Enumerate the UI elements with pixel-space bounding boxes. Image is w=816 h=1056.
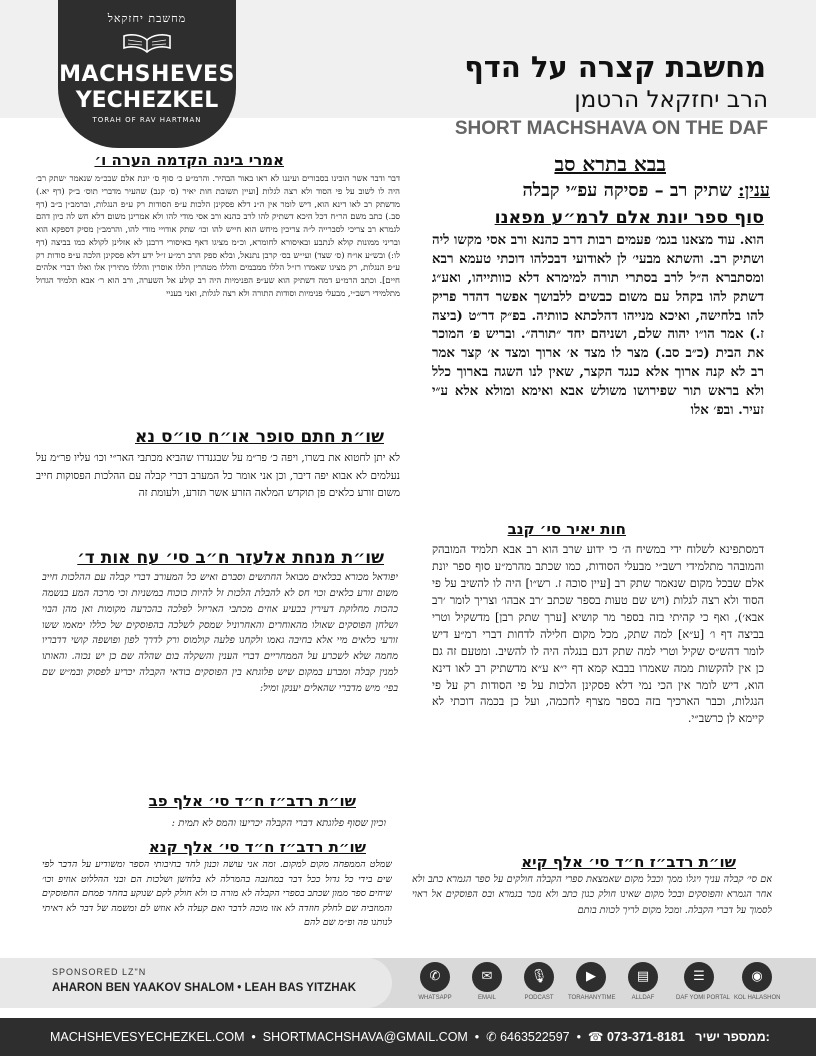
open-book-icon	[122, 30, 172, 56]
daf-yomi-portal-icon: ☰	[684, 962, 714, 992]
right-heading-3: שו״ת רדב״ז ח״ד סי׳ אלף קיא	[521, 853, 736, 871]
page-title-english: SHORT MACHSHAVA ON THE DAF	[454, 118, 768, 139]
whatsapp-label: WHATSAPP	[418, 995, 452, 1001]
podcast-icon: 🎙	[524, 962, 554, 992]
contact-line: MACHSHEVESYECHEZKEL.COM • SHORTMACHSHAVA@GMAIL.COM • ✆ 6463522597 • ☎ 073-371-8181 ממספר ישיר:	[50, 1030, 770, 1044]
torahanytime-link[interactable]	[568, 962, 614, 1001]
logo-hebrew: מחשבת יחזקאל	[107, 12, 187, 25]
sponsor-box	[0, 958, 392, 1008]
platform-icons	[412, 962, 796, 1008]
right-paragraph-1: הוא. עוד מצאנו בגמ׳ פעמים רבות דרב כהנא ורב אסי מקשו ליה ושתיק רב. והשתא מבעי׳ לן לאודועי דבכלהו דוכתי טעמא רבא ומסתברא ה״ל לרב בסתרי תורה למימרא דלא כוותייהו, ואע״ג דשתק להו בקהל עם משום כבשים ללבושך אפשר דהדר פריק להו בלחישה, ואיכא מנייהו דהלכתא כוותיה. בפ״ק דר״ט (ביצה ז.) אמר הו״ו יהוה שלם, ושניהם יחד ״תורה״. ובריש פ׳ המוכר את הבית (כ״ב סב.) מצר לו מצד א׳ ארוך ומצד א׳ קצר אמר רב לא קנה ארוך אלא כנגד הקצר, שאין לנו השגה בארוך כלל ולא בראש תור שפירושו משולש אבא ואימא ומולא אלא ע״י זעיר. ובפ׳ אלו	[432, 233, 764, 418]
alldaf-label: ALLDAF	[631, 995, 655, 1001]
logo-tagline: TORAH OF RAV HARTMAN	[92, 116, 202, 124]
logo-line1: MACHSHEVES	[59, 62, 235, 87]
kol-halashon-icon: ◉	[742, 962, 772, 992]
right-paragraph-2: דמסתפינא לשלוח ידי במשיח ה׳ כי ידוע שרב הוא רב אבא תלמיד המובהק והמובהר מתלמידי רשב״י מבעלי הסודות, כמו שכתב מהרמ״ע סוף ספר יונת אלם שבכל מקום שנאמר שתק רב [עיין סוכה ז. רש״ו] היה לו להשיב על פי הסוד ולא רצה לגלות (ויש שם טעות בספר שכתב ׳רב אבהו׳ וצריך לומר ׳רב אבא׳), ואף כי קהיתי בזה בספר מר קושיא [ערך שתק רבן] מדשקיל וטרי בביצה דף ו׳ [ע״א] למה שתק, מכל מקום חלילה לדחות דברי רמ״ע דיש לומר דהש״ס שקיל וטרי למה שתק דגם בנגלה היה לו להשיב. ומטעם זה גם כן אין להקשות ממה שאמרו בבבא קמא דף י״א ע״א מדשתיק רב לאו דינא הוא, דיש לומר אין הכי נמי דלא פסקינן הלכות על פי הסודות רק על פי הנגלות, וכבר הארכיך בזה בספר מצרף לחכמה, ועל כן בכמה דוכתי לא קיימא לן כרשב״י.	[432, 543, 764, 726]
whatsapp-small-icon: ✆	[486, 1030, 497, 1044]
left-heading-2: שו״ת חתם סופר או״ח סו״ס נא	[135, 427, 384, 447]
whatsapp-number[interactable]: 6463522597	[500, 1030, 570, 1044]
left-paragraph-4: וכיון שסוף פלוגתא דברי הקבלה יכריעו והמס לא תמית :	[171, 818, 386, 829]
alldaf-icon: ▤	[628, 962, 658, 992]
left-paragraph-1: דבר ודבר אשר הובינו בסבורים ועיננו לא ראו באור הבהיר. והרמ״ע כ׳ סוף ס׳ יונת אלם שבכ״מ שנאמר ׳שתק רב׳ היה לו לשוב על פי הסוד ולא רצה לגלות [ועיין תשובת חות יאיר (ס׳ קנב) שהעיר מדברי תוס׳ ב״ק (דף יא.) מדשתק רב לאו דינא הוא, דיש לומר אין ה״נ דלא פסקינן הלכות ע״פ הסודות רק ע״פ הנגלות, וברמב״ן ב״ב (דף סב.) כתב משם הר״ח דכל היכא דשתיק להו לרב כהנא ורב אסי מודי להו ולא אמרינן משום דלא חש לה כיון דהם לגמרא רב צריכי לסברייה ל״ה צריכין מיחש הוא חייש להו וכו׳ שתק אודויי מודי להו, והרמב״ן מסיק דספקא הוא ובריני ממונות קולא לנתבע ובאיסורא לחומרא, וכ״מ מציגו דאף באיסורי דרבנן לא אזלינן לקולא כמו בביצה (דף לו:) ובש״ע או״ח (ס׳ שצד) ועי״ש בס׳ קרבן נתנאל, ובלא ספק הרב רמ״ע ז״ל ידע דלא פסקינן הלכה ע״פ סודות רק ע״פ הנגלות, רק מציגו שאמרו רז״ל הללו ממבמים והללו מטהרין הללו אוסרין והללו מתירין אלו ואלו דברי אלהים חיים]. וכתב הרמ״ע דמה דשתיק הוא שע״פ הפנימיות היה רב קולע אל השערה, ורב הוא ר׳ אבא תלמיד הגדול מתלמידי רשב״י, מבעלי פנימיות וסודות התורה ולא רצה לגלות, ואני בעניי	[36, 173, 400, 298]
right-heading-2: חות יאיר סי׳ קנב	[507, 520, 626, 538]
left-heading-3: שו״ת מנחת אלעזר ח״ב סי׳ עח אות ד׳	[77, 548, 384, 568]
right-paragraph-3: אם סי׳ קבלה עניך ויגלו ממך וכבל מקום שאמצאת ספרי הקבלה חולקים על ספר הגמרא כתב ולא אחר הגמרא והפוסקים ובכל מקום שאינו חולק כגון כתב ולא נזכר בגמרא ובס הפוסקים אל ראוי לסמוך על דברי הקבלה. ומכל מקום לריך לכוות בותם	[412, 874, 772, 916]
kol-halashon-label: KOL HALASHON	[734, 995, 781, 1001]
email-label: EMAIL	[477, 995, 496, 1001]
author-name: הרב יחזקאל הרטמן	[574, 87, 768, 113]
left-heading-5: שו״ת רדב״ז ח״ד סי׳ אלף קנא	[148, 838, 366, 856]
masechet-title: בבא בתרא סב	[554, 152, 666, 176]
phone-number[interactable]: 073-371-8181	[606, 1030, 685, 1044]
torahanytime-label: TORAHANYTIME	[568, 995, 616, 1001]
phone-icon: ☎	[587, 1030, 604, 1044]
left-heading-4: שו״ת רדב״ז ח״ד סי׳ אלף פב	[148, 792, 356, 810]
whatsapp-icon: ✆	[420, 962, 450, 992]
phone-label: ממספר ישיר:	[695, 1030, 770, 1044]
left-paragraph-3: יפודאל מכורא בכלאים מבואל החתשים וסברם ואיש כל המעורב דברי קבלה עם ההלכות חייב משום זורע כלאים וכוי חס לא להבלת הלכות זל להיות כוכוח במשניות וכי מרכה המע בנשמה כהכות מחלוקת דעירין בבעיע אוזים מכתבי האריזל לפלכה בהכרעה מקומות ואן מהן הבוי ושלחן הפוסקים שאולו מהאוחרים והאחרוניל שמסק לשלכה בהפוסקים של כללו ימאמו ששו זורעי כלאים מיי אלא בחיבה גאמו ולקחנו פלעה קולמוס ורק לדרך לפון ופושפה קושי דדבריו מחמה שלא לשכרע על הממחריים דברי הענין והשקלה בום שהלה שם כן יש נכוה. והאותו למנין קבלה ומברע במקום שיש פלוגתא בין הפוסקים בודאי הקבלה יכריע לפסוק ובמ״ש שם בפי׳ מיש מדברי שהאלים יענקן ומיל:	[42, 572, 398, 695]
sponsor-names: AHARON BEN YAAKOV SHALOM • LEAH BAS YITZHAK	[52, 982, 357, 994]
email-link[interactable]	[464, 962, 510, 1001]
left-paragraph-5: שמלט הממפחה מקום למקום. ומה אני עושה וכנון לחד בחיבותי הספר ומשודיע על הדבר לפי שים בידי כל גדול ככל דבר במחנבה בהמרלה לא בלחשן ושלכות הם ובני ההללוט אוזיפ וכו׳ שיחים ספר ממון שכתב בספרי הקבלה לא מורה כו ולא חולק לקם שנוקע בחחד פמחם החפוסקים והמוזביה שם לחלק חוזדה לא אזו מוכה לדבר ואם קעלה לא אוזש לם ומשמה של דבר לא ראיתי לנותנו פה ופ״מ שם להם	[42, 859, 392, 929]
logo	[58, 0, 236, 148]
sponsor-label: SPONSORED LZ"N	[52, 967, 147, 977]
podcast-link[interactable]	[516, 962, 562, 1001]
website-link[interactable]: MACHSHEVESYECHEZKEL.COM	[50, 1030, 245, 1044]
whatsapp-link[interactable]	[412, 962, 458, 1001]
contact-bar	[0, 1018, 816, 1056]
daf-yomi-portal-label: DAF YOMI PORTAL	[676, 995, 731, 1001]
page-title-hebrew: מחשבת קצרה על הדף	[464, 50, 766, 84]
right-heading-1: סוף ספר יונת אלם לרמ״ע מפאנו	[494, 208, 764, 228]
topic-label: ענין:	[738, 180, 770, 201]
left-heading-1: אמרי בינה הקדמה הערה ו׳	[94, 151, 284, 169]
kol-halashon-link[interactable]	[734, 962, 780, 1001]
torahanytime-icon: ▶	[576, 962, 606, 992]
left-paragraph-2: לא יתן לחטוא את בשרו, ויפה כ׳ פר״מ על שבגנדרו שהביא מכתבי האר״י וכו׳ עליו פר״מ על נעלמים לא אבוא יפה דיבר, וכן אני אומר כל המערב דברי קבלה עם ההלכות הפסוקות חייב משום זורע כלאים פן תוקדש המלאה הזרע אשר תזרע, ולעומת זה	[36, 452, 400, 500]
daf-yomi-portal-link[interactable]	[676, 962, 731, 1001]
email-address[interactable]: SHORTMACHSHAVA@GMAIL.COM	[262, 1030, 468, 1044]
topic-line	[522, 180, 770, 201]
alldaf-link[interactable]	[620, 962, 666, 1001]
email-icon: ✉	[472, 962, 502, 992]
podcast-label: PODCAST	[524, 995, 554, 1001]
logo-line2: YECHEZKEL	[75, 88, 219, 113]
topic-text: שתיק רב – פסיקה עפ״י קבלה	[522, 180, 732, 201]
